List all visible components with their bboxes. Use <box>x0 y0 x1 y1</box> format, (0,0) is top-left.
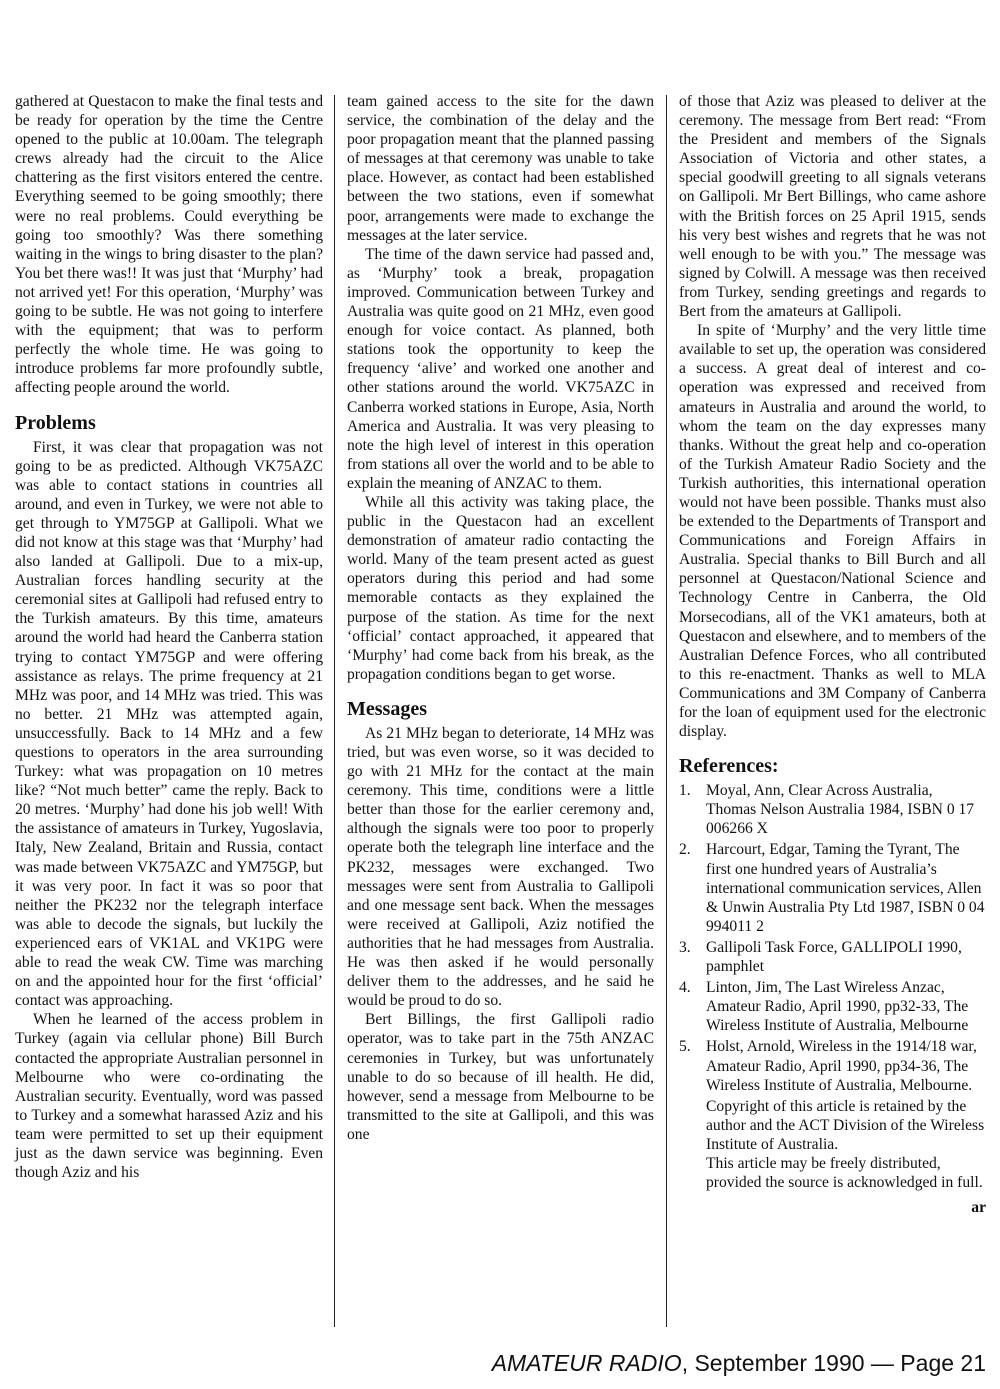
article-column-2 <box>347 92 654 1144</box>
article-column-1 <box>15 92 323 1182</box>
reference-text: Moyal, Ann, Clear Across Australia, Thomas Nelson Australia 1984, ISBN 0 17 006266 X <box>706 782 975 838</box>
references-list <box>679 781 986 1095</box>
section-heading-problems: Problems <box>15 411 96 434</box>
copyright-notice: Copyright of this article is retained by the author and the ACT Division of the Wireless Institute of Australia. <box>706 1097 985 1153</box>
paragraph: As 21 MHz began to deteriorate, 14 MHz was tried, but was even worse, so it was decided to go with 21 MHz for the contact at the main ceremony. This time, conditions were a little better than those for the earlier ceremony and, although the signals were too poor to properly operate both the telegraph line interface and the PK232, messages were exchanged. Two messages were sent from Australia to Gallipoli and one message sent back. When the messages were received at Gallipoli, Aziz notified the authorities that he had messages from Australia. He was then asked if he would personally deliver them to the addresses, and he said he would be proud to do so. <box>347 724 654 1010</box>
reference-number: 1. <box>679 782 691 800</box>
reference-item <box>679 781 986 838</box>
magazine-name: AMATEUR RADIO <box>491 1350 682 1376</box>
paragraph: Bert Billings, the first Gallipoli radio operator, was to take part in the 75th ANZAC ceremonies in Turkey, but was unfortunately unable to do so because of ill health. He did, however, send a message from Melbourne to be transmitted to the site at Gallipoli, and this was one <box>347 1011 654 1143</box>
paragraph: First, it was clear that propagation was not going to be as predicted. Although VK75AZC was able to contact stations in countries all around, and even in Turkey, we were not able to get through to YM75GP at Gallipoli. What we did not know at this stage was that ‘Murphy’ had also landed at Gallipoli. Due to a mix-up, Australian forces handling security at the ceremonial sites at Gallipoli had refused entry to the Turkish amateurs. By this time, amateurs around the world had heard the Canberra station trying to contact YM75GP and were offering assistance as relays. The prime frequency at 21 MHz was poor, and 14 MHz was tried. This was no better. 21 MHz was attempted again, unsuccessfully. Back to 14 MHz and a few questions to operators in the area surrounding Turkey: what was propagation on 10 metres like? “Not much better” came the reply. Back to 20 metres. ‘Murphy’ had done his job well! With the assistance of amateurs in Turkey, Yugoslavia, Italy, New Zealand, Britain and Russia, contact was made between VK75AZC and YM75GP, but it was very poor. In fact it was so poor that neither the PK232 nor the telegraph interface was able to decode the signals, but luckily the experienced ears of VK1AL and VK1PG were able to read the weak CW. Time was marching on and the appointed hour for the first ‘official’ contact was approaching. <box>15 438 323 1010</box>
reference-text: Linton, Jim, The Last Wireless Anzac, Amateur Radio, April 1990, pp32-33, The Wireless Institute of Australia, Melbourne <box>706 979 969 1035</box>
paragraph: gathered at Questacon to make the final tests and be ready for operation by the time the Centre opened to the public at 10.00am. The telegraph crews already had the circuit to the Alice chattering as the first visitors entered the centre. Everything seemed to be going smoothly; there were no real problems. Could everything be going too smoothly? Was there something waiting in the wings to bring disaster to the plan? You bet there was!! It was just that ‘Murphy’ had not arrived yet! For this operation, ‘Murphy’ was going to be subtle. He was not going to interfere with the equipment; that was to perform perfectly the whole time. He was going to introduce problems far more profoundly subtle, affecting people around the world. <box>15 93 323 397</box>
paragraph: of those that Aziz was pleased to deliver at the ceremony. The message from Bert read: “From the President and members of the Signals Association of Victoria and other states, a special goodwill greeting to all signals veterans on Gallipoli. Mr Bert Billings, who came ashore with the British forces on 25 April 1915, sends his very best wishes and regrets that he was not well enough to be with you.” The message was signed by Colwill. A message was then received from Turkey, sending greetings and regards to Bert from the amateurs at Gallipoli. <box>679 93 986 321</box>
reference-text: Holst, Arnold, Wireless in the 1914/18 war, Amateur Radio, April 1990, pp34-36, The Wireless Institute of Australia, Melbourne. <box>706 1038 977 1094</box>
paragraph: In spite of ‘Murphy’ and the very little time available to set up, the operation was considered a success. A great deal of interest and co-operation was expressed and received from amateurs in Australia and around the world, to whom the team on the day expresses many thanks. Without the great help and co-operation of the Turkish Amateur Radio Society and the Turkish authorities, this international operation would not have been possible. Thanks must also be extended to the Departments of Transport and Communications and Foreign Affairs in Australia. Special thanks to Bill Burch and all personnel at Questacon/National Science and Technology Centre in Canberra, the Old Morsecodians, all of the VK1 amateurs, both at Questacon and elsewhere, and to members of the Australian Defence Forces, who all contributed to this re-enactment. Thanks as well to MLA Communications and 3M Company of Canberra for the loan of equipment used for the electronic display. <box>679 322 986 741</box>
reference-text: Gallipoli Task Force, GALLIPOLI 1990, pamphlet <box>706 938 962 976</box>
issue-and-page: , September 1990 — Page 21 <box>681 1350 986 1376</box>
reference-number: 2. <box>679 841 691 859</box>
paragraph: While all this activity was taking place, the public in the Questacon had an excellent demonstration of amateur radio contacting the world. Many of the team present acted as guest operators during this period and had some memorable contacts as they explained the purpose of the station. As time for the next ‘official’ contact approached, it appeared that ‘Murphy’ had come back from his break, as the propagation conditions began to get worse. <box>347 493 654 683</box>
reference-item <box>679 938 986 976</box>
end-mark: ar <box>971 1199 986 1217</box>
references-heading: References: <box>679 755 779 778</box>
reference-item <box>679 840 986 935</box>
section-heading-messages: Messages <box>347 697 427 720</box>
distribution-notice: This article may be freely distributed, provided the source is acknowledged in full. <box>706 1154 983 1192</box>
paragraph: The time of the dawn service had passed and, as ‘Murphy’ took a break, propagation improved. Communication between Turkey and Australia was quite good on 21 MHz, even good enough for voice contact. As planned, both stations took the opportunity to keep the frequency ‘alive’ and worked one another and other stations around the world. VK75AZC in Canberra worked stations in Europe, Asia, North America and Australia. It was very pleasing to note the high level of interest in this operation from stations all over the world and to be able to explain the meaning of ANZAC to them. <box>347 245 654 492</box>
page-footer <box>492 1350 986 1377</box>
paragraph: team gained access to the site for the dawn service, the combination of the delay and the poor propagation meant that the planned passing of messages at that ceremony was unable to take place. However, as contact had been established between the two stations, even if somewhat poor, arrangements were made to exchange the messages at the later service. <box>347 93 654 244</box>
reference-item <box>679 978 986 1035</box>
reference-item <box>679 1037 986 1094</box>
column-rule-right <box>666 95 667 1327</box>
paragraph: When he learned of the access problem in Turkey (again via cellular phone) Bill Burch contacted the appropriate Australian personnel in Melbourne who were co-ordinating the Australian security. Eventually, word was passed to Turkey and a somewhat harassed Aziz and his team were permitted to set up their equipment just as the dawn service was beginning. Even though Aziz and his <box>15 1011 323 1182</box>
reference-text: Harcourt, Edgar, Taming the Tyrant, The first one hundred years of Australia’s international communication services, Allen & Unwin Australia Pty Ltd 1987, ISBN 0 04 994011 2 <box>706 841 985 935</box>
reference-number: 3. <box>679 938 691 956</box>
reference-number: 5. <box>679 1038 691 1056</box>
column-rule-left <box>334 95 335 1327</box>
article-column-3 <box>679 92 986 1217</box>
reference-number: 4. <box>679 979 691 997</box>
